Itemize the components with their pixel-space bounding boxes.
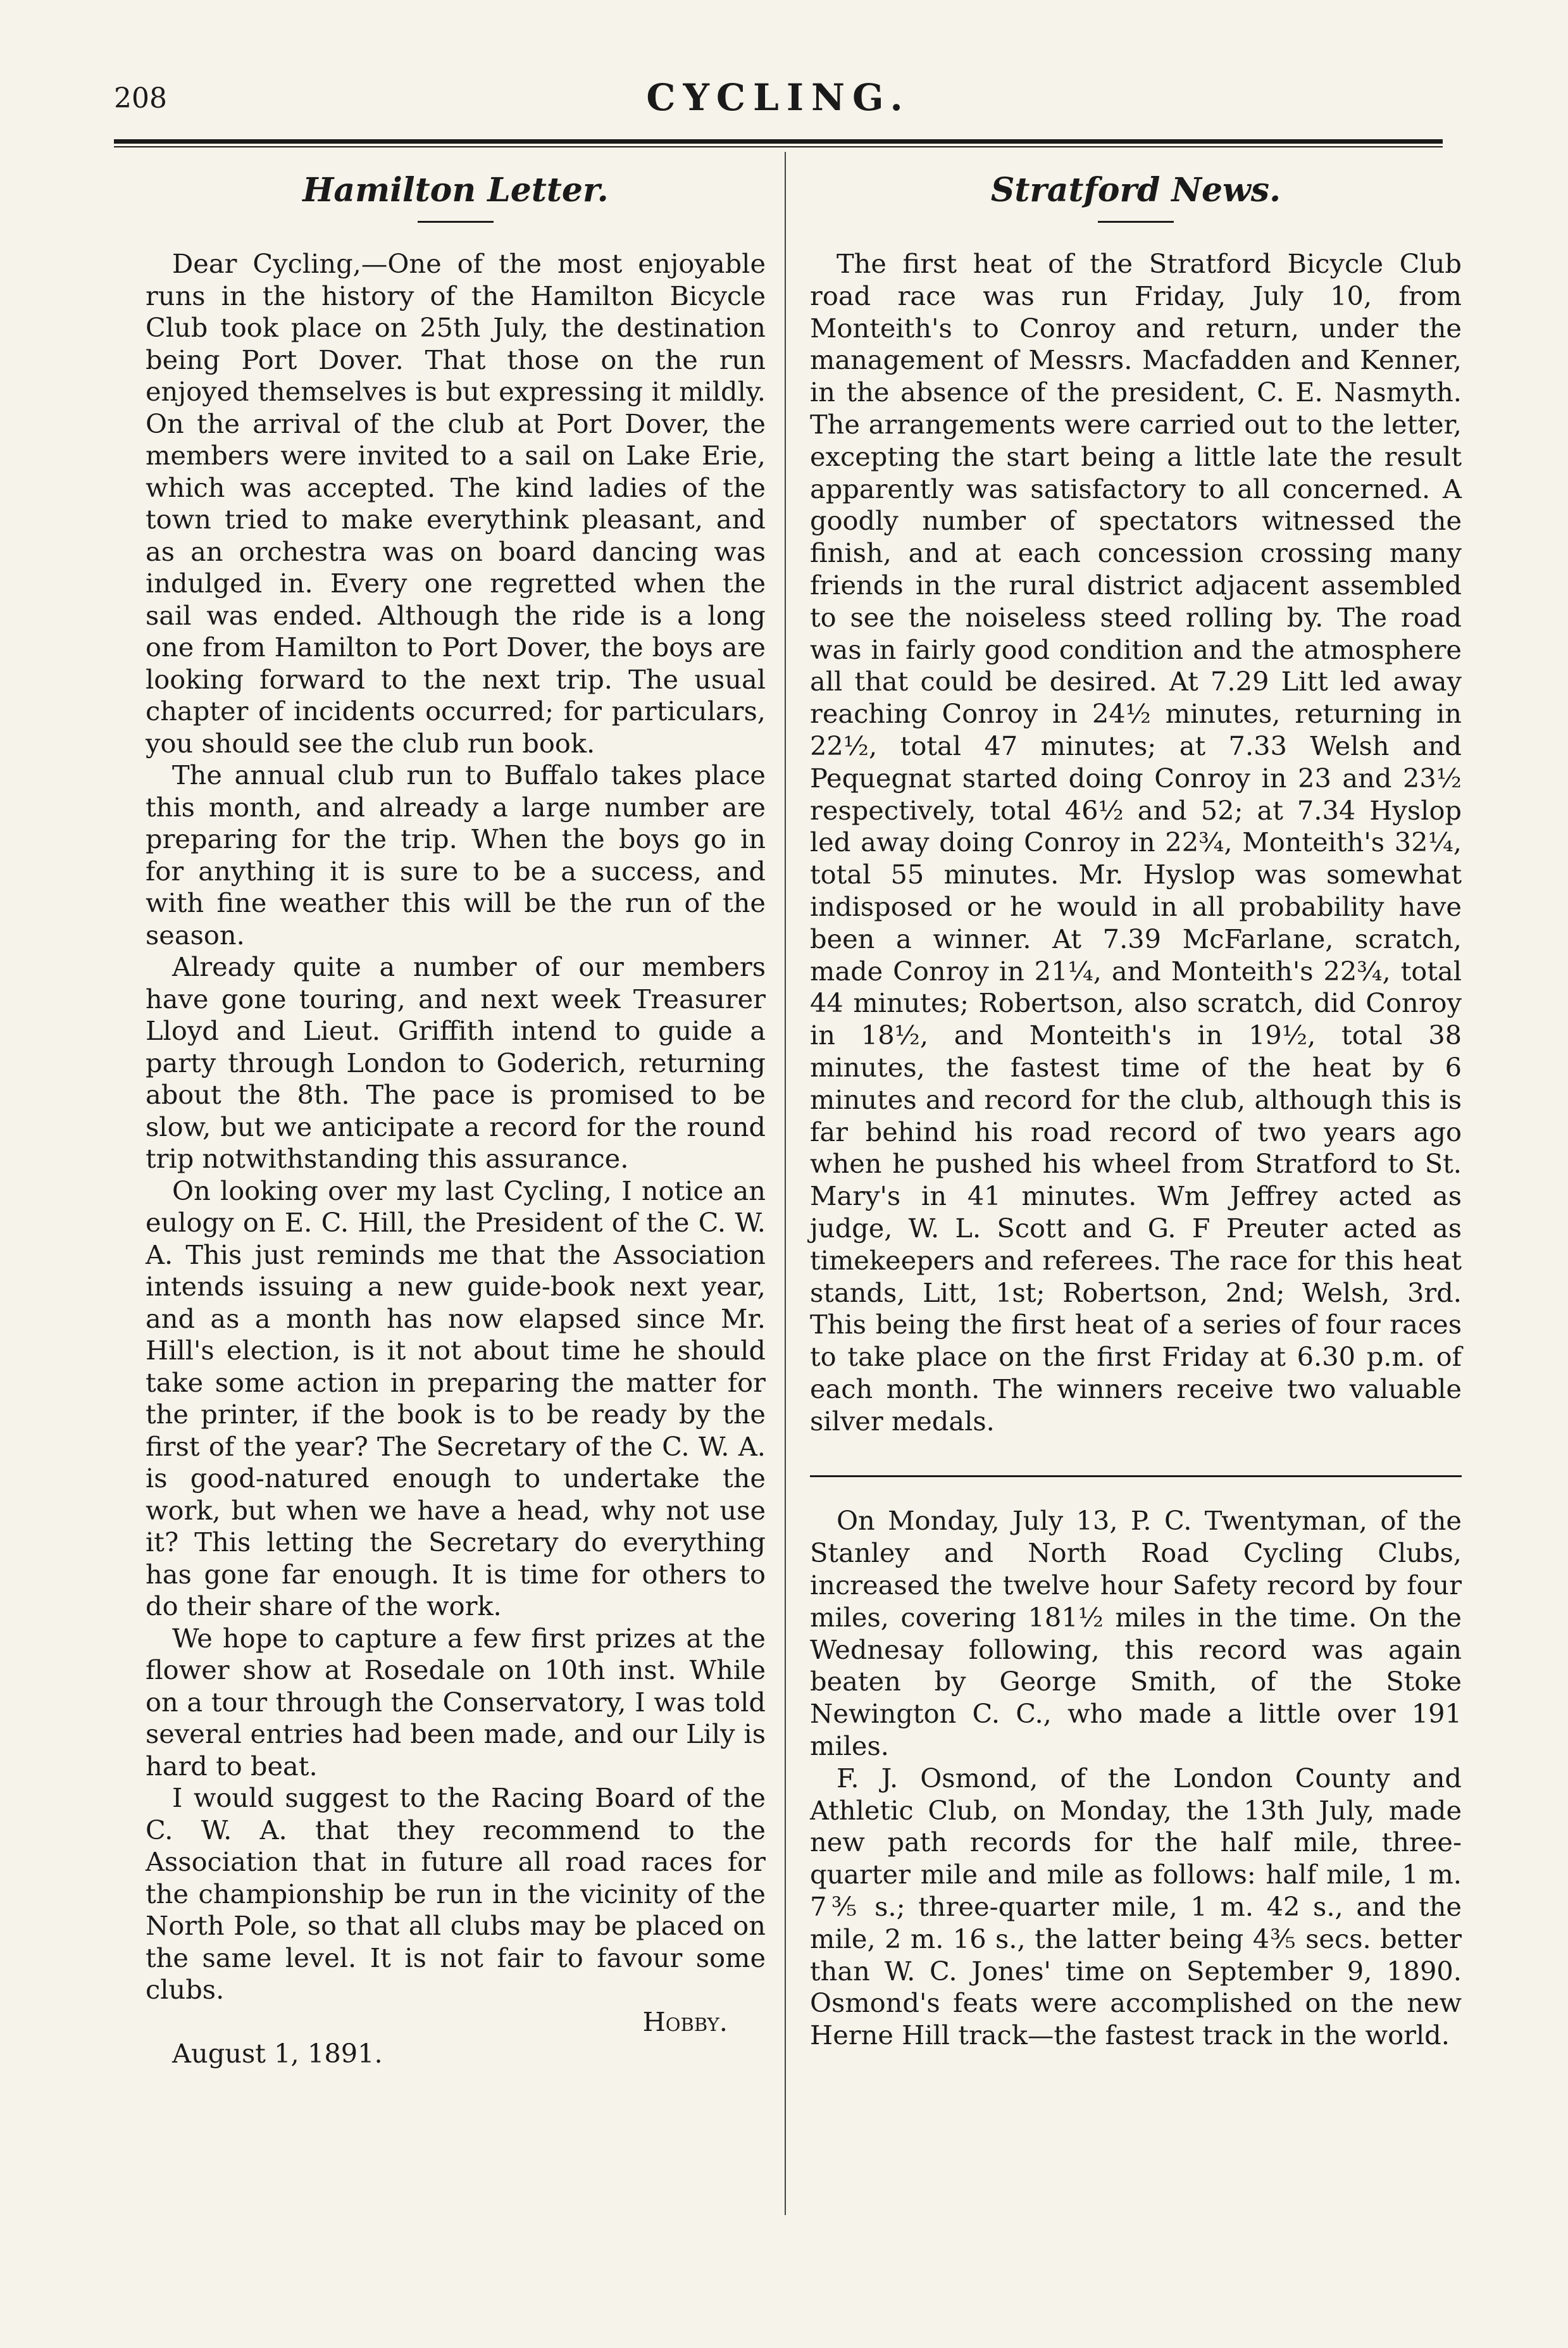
news-item: F. J. Osmond, of the London County and Athletic Club, on Monday, the 13th July, made new path records for the half mile, three-quarter mile and mile as follows: half mile, 1 m. 7⅗ s.; three-quarter mile, 1 m. 42 s., and the mile, 2 m. 16 s., the latter being 4⅗ secs. better than W. C. Jones' time on September 9, 1890. Osmond's feats were accomplished on the new Herne Hill track—the fastest track in the world. [810,1762,1462,2051]
title-underline [1098,221,1174,223]
paragraph: I would suggest to the Racing Board of the C. W. A. that they recommend to the Association that in future all road races for the championship be run in the vicinity of the North Pole, so that all clubs may be placed on the same level. It is not fair to favour some clubs. [146,1782,766,2005]
news-item: On Monday, July 13, P. C. Twentyman, of the Stanley and North Road Cycling Clubs, increased the twelve hour Safety record by four miles, covering 181½ miles in the time. On the Wednesay following, this record was again beaten by George Smith, of the Stoke Newington C. C., who made a little over 191 miles. [810,1505,1462,1762]
paragraph: Already quite a number of our members have gone touring, and next week Treasurer Lloyd and Lieut. Griffith intend to guide a party through London to Goderich, returning about the 8th. The pace is promised to be slow, but we anticipate a record for the round trip notwithstanding this assurance. [146,951,766,1174]
page-number: 208 [114,82,167,115]
page-header [114,76,1443,127]
left-column [146,165,766,2070]
paragraph: The annual club run to Buffalo takes place this month, and already a large number are preparing for the trip. When the boys go in for anything it is sure to be a success, and with fine weather this will be the run of the season. [146,759,766,951]
paragraph: The first heat of the Stratford Bicycle Club road race was run Friday, July 10, from Monteith's to Conroy and return, under the management of Messrs. Macfadden and Kenner, in the absence of the president, C. E. Nasmyth. The arrangements were carried out to the letter, excepting the start being a little late the result apparently was satisfactory to all concerned. A goodly number of spectators witnessed the finish, and at each concession crossing many friends in the rural district adjacent assembled to see the noiseless steed rolling by. The road was in fairly good condition and the atmosphere all that could be desired. At 7.29 Litt led away reaching Conroy in 24½ minutes, returning in 22½, total 47 minutes; at 7.33 Welsh and Pequegnat started doing Conroy in 23 and 23½ respectively, total 46½ and 52; at 7.34 Hyslop led away doing Conroy in 22¾, Monteith's 32¼, total 55 minutes. Mr. Hyslop was somewhat indisposed or he would in all probability have been a winner. At 7.39 McFarlane, scratch, made Conroy in 21¼, and Monteith's 22¾, total 44 minutes; Robertson, also scratch, did Conroy in 18½, and Monteith's in 19½, total 38 minutes, the fastest time of the heat by 6 minutes and record for the club, although this is far behind his road record of two years ago when he pushed his wheel from Stratford to St. Mary's in 41 minutes. Wm Jeffrey acted as judge, W. L. Scott and G. F Preuter acted as timekeepers and referees. The race for this heat stands, Litt, 1st; Robertson, 2nd; Welsh, 3rd. This being the first heat of a series of four races to take place on the first Friday at 6.30 p.m. of each month. The winners receive two valuable silver medals. [810,248,1462,1437]
section-separator [810,1475,1462,1477]
paragraph: On looking over my last Cycling, I notice an eulogy on E. C. Hill, the President of the C. W. A. This just reminds me that the Association intends issuing a new guide-book next year, and as a month has now elapsed since Mr. Hill's election, is it not about time he should take some action in preparing the matter for the printer, if the book is to be ready by the first of the year? The Secretary of the C. W. A. is good-natured enough to undertake the work, but when we have a head, why not use it? This letting the Secretary do everything has gone far enough. It is time for others to do their share of the work. [146,1175,766,1621]
column-divider [785,152,786,2215]
paragraph: Dear Cycling,—One of the most enjoyable runs in the history of the Hamilton Bicycle Club took place on 25th July, the destination being Port Dover. That those on the run enjoyed themselves is but expressing it mildly. On the arrival of the club at Port Dover, the members were invited to a sail on Lake Erie, which was accepted. The kind ladies of the town tried to make everythink pleasant, and as an orchestra was on board dancing was indulged in. Every one regretted when the sail was ended. Although the ride is a long one from Hamilton to Port Dover, the boys are looking forward to the next trip. The usual chapter of incidents occurred; for particulars, you should see the club run book. [146,248,766,759]
header-rule-thin [114,146,1443,147]
signature-line [146,2006,766,2039]
paragraph: We hope to capture a few first prizes at the flower show at Rosedale on 10th inst. While on a tour through the Conservatory, I was told several entries had been made, and our Lily is hard to beat. [146,1622,766,1782]
section-title-hamilton: Hamilton Letter. [302,171,609,209]
header-rule-thick [114,139,1443,144]
title-underline [418,221,494,223]
right-column [810,165,1462,2052]
running-title: CYCLING. [646,76,911,119]
signature: Hobby. [642,2006,728,2037]
letter-date: August 1, 1891. [172,2038,383,2069]
section-title-stratford: Stratford News. [990,171,1281,209]
